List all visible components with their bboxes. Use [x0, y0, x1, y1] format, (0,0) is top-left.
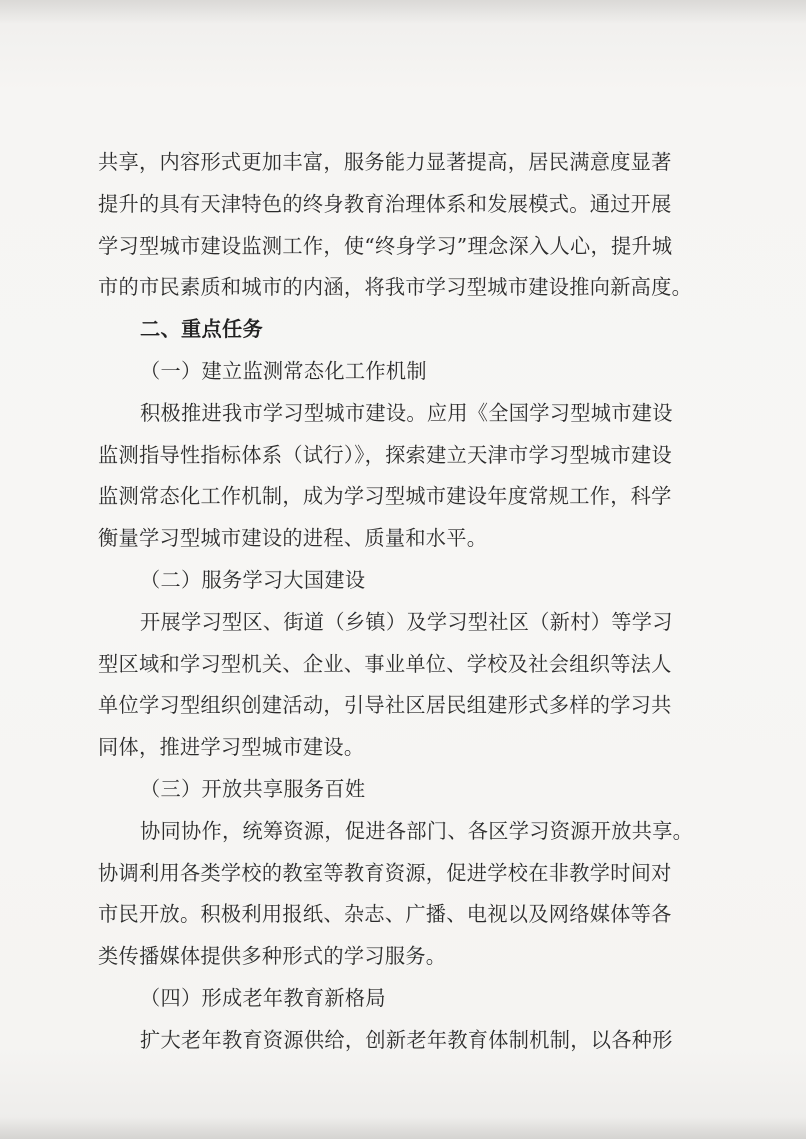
- text-line: 积极推进我市学习型城市建设。应用《全国学习型城市建设: [140, 400, 673, 425]
- text-line: 市的市民素质和城市的内涵，将我市学习型城市建设推向新高度。: [98, 275, 693, 300]
- text-line: 型区域和学习型机关、企业、事业单位、学校及社会组织等法人: [98, 651, 672, 676]
- text-line: 共享，内容形式更加丰富，服务能力显著提高，居民满意度显著: [98, 150, 672, 174]
- text-line: 提升的具有天津特色的终身教育治理体系和发展模式。通过开展: [98, 191, 672, 216]
- subsection-heading: （三）开放共享服务百姓: [140, 776, 366, 801]
- scan-shadow-top: [0, 0, 806, 24]
- subsection-heading: （四）形成老年教育新格局: [140, 985, 386, 1010]
- subsection-heading: （二）服务学习大国建设: [140, 567, 366, 592]
- text-line: 协同协作，统筹资源，促进各部门、各区学习资源开放共享。: [140, 818, 694, 843]
- scan-shadow-bottom: [0, 1117, 806, 1139]
- subsection-heading: （一）建立监测常态化工作机制: [140, 358, 427, 383]
- text-line: 监测常态化工作机制，成为学习型城市建设年度常规工作，科学: [98, 484, 672, 509]
- text-line: 衡量学习型城市建设的进程、质量和水平。: [98, 526, 488, 551]
- section-heading: 二、重点任务: [140, 317, 263, 342]
- text-line: 市民开放。积极利用报纸、杂志、广播、电视以及网络媒体等各: [98, 902, 672, 927]
- text-line: 协调利用各类学校的教室等教育资源，促进学校在非教学时间对: [98, 860, 672, 885]
- text-line: 扩大老年教育资源供给，创新老年教育体制机制，以各种形: [140, 1027, 673, 1052]
- text-line: 监测指导性指标体系（试行）》，探索建立天津市学习型城市建设: [98, 442, 672, 467]
- text-line: 学习型城市建设监测工作，使“终身学习”理念深入人心，提升城: [98, 233, 673, 258]
- document-body: [98, 142, 718, 1062]
- text-line: 开展学习型区、街道（乡镇）及学习型社区（新村）等学习: [140, 609, 673, 634]
- text-line: 类传播媒体提供多种形式的学习服务。: [98, 944, 447, 969]
- text-line: 同体，推进学习型城市建设。: [98, 735, 365, 760]
- text-line: 单位学习型组织创建活动，引导社区居民组建形式多样的学习共: [98, 693, 672, 718]
